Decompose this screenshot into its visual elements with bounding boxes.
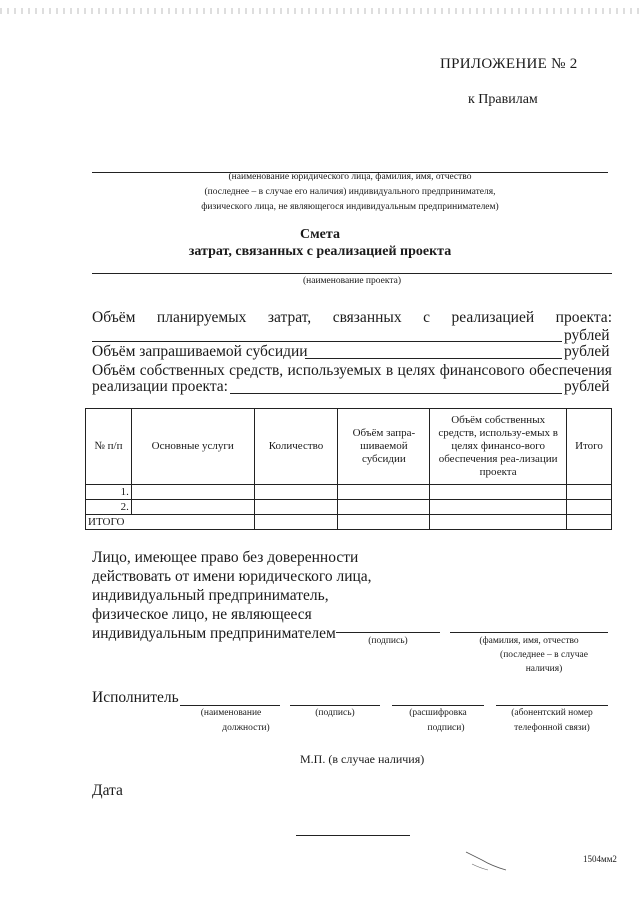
doc-title: Смета [300,227,340,242]
appendix-number: ПРИЛОЖЕНИЕ № 2 [440,56,578,72]
executor-phone-caption: (абонентский номер телефонной связи) [511,708,593,733]
own-funds-line-2: реализации проекта: [92,378,228,395]
table-row: 1. [86,485,612,500]
authorized-name-field[interactable] [450,632,608,633]
header-subsidy: Объём запра-шиваемой субсидии [338,409,430,485]
stamp-place: М.П. (в случае наличия) [300,752,425,766]
executor-decode-caption: (расшифровка подписи) [409,708,467,733]
authorized-signature-field[interactable] [336,632,440,633]
project-caption: (наименование проекта) [302,276,401,286]
applicant-caption: (наименование юридического лица, фамилия, имя, отчество (последнее – в случае его наличия) индивидуального предпринимателя, физического лица, не являющегося индивидуальным предпринимателем) [201,172,499,212]
subsidy-label: Объём запрашиваемой субсидии [92,343,308,360]
authorized-name-caption: (фамилия, имя, отчество (последнее – в случае наличия) [479,636,588,674]
header-number: № п/п [86,409,132,485]
table-total-row [86,515,612,530]
doc-subtitle: затрат, связанных с реализацией проекта [188,244,452,259]
own-funds-field[interactable] [230,393,562,394]
table-header-row [86,409,612,485]
scan-edge-marks [0,8,640,14]
authorized-signature-caption: (подпись) [368,636,408,646]
to-rules-label: к Правилам [468,92,538,107]
total-label: ИТОГО [86,515,255,530]
header-services: Основные услуги [131,409,254,485]
rubles-label-3: рублей [564,378,610,395]
date-field[interactable] [296,835,410,836]
table-row: 2. [86,500,612,515]
planned-costs-line: Объём планируемых затрат, связанных с реализацией проекта: [92,309,612,326]
own-funds-line: Объём собственных средств, используемых в целях финансового обеспечения [92,362,612,379]
executor-position-caption: (наименование должности) [200,708,270,733]
estimate-table [85,408,612,530]
executor-signature-caption: (подпись) [315,708,355,718]
header-own-funds: Объём собственных средств, использу-емых в целях финансо-вого обеспечения реа-лизации проекта [430,409,567,485]
subsidy-field[interactable] [305,358,562,359]
rubles-label-2: рублей [564,343,610,360]
executor-label: Исполнитель [92,689,179,706]
header-quantity: Количество [254,409,338,485]
authorized-person-block: Лицо, имеющее право без доверенности действовать от имени юридического лица, индивидуальный предприниматель, физическое лицо, не являющееся индивидуальным предпринимателем [92,549,372,642]
footer-code: 1504мм2 [583,854,617,864]
date-label: Дата [92,782,123,799]
header-total: Итого [567,409,612,485]
scan-mark-icon [462,846,512,876]
rubles-label-1: рублей [564,327,610,344]
